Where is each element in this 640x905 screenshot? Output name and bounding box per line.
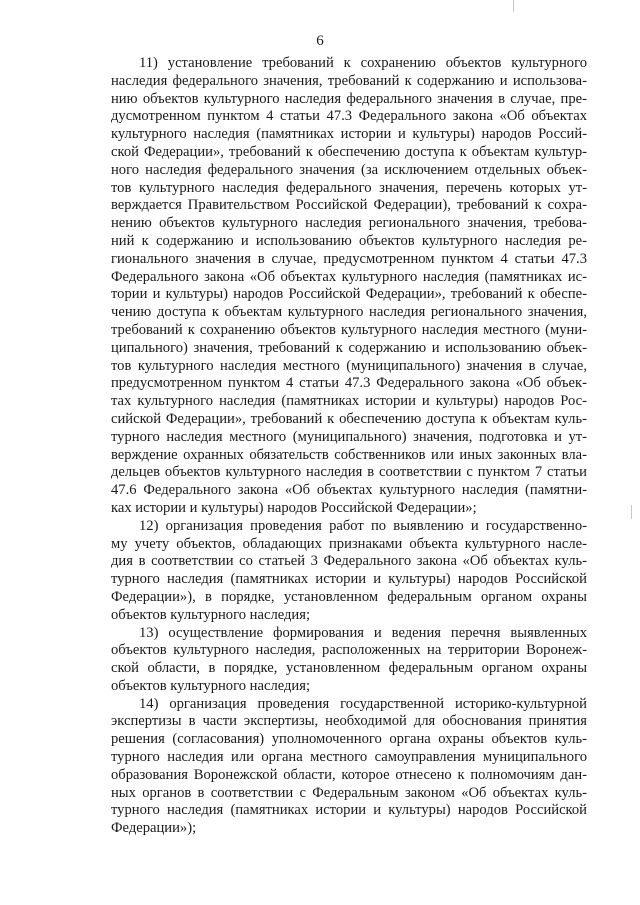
text-line: турного наследия (памятниках истории и культуры) народов Российской: [111, 802, 587, 819]
text-line: тории и культуры) народов Российской Федерации», требований к обеспе-: [111, 286, 587, 303]
text-line: Федерального закона «Об объектах культурного наследия (памятниках ис-: [111, 268, 587, 285]
text-line: Федерации»), в порядке, установленном федеральным органом охраны: [111, 588, 587, 605]
scan-artifact-mark: [513, 0, 514, 12]
text-line: 12) организация проведения работ по выявлению и государственно-: [139, 517, 587, 534]
text-line: нению объектов культурного наследия регионального значения, требова-: [111, 215, 587, 232]
scan-artifact-mark: [631, 505, 632, 519]
text-line: ской области, в порядке, установленном федеральным органом охраны: [111, 660, 587, 677]
text-line: 14) организация проведения государственной историко-культурной: [139, 695, 587, 712]
text-line: дельцев объектов культурного наследия в соответствии с пунктом 7 статьи: [111, 464, 587, 481]
text-line: тах культурного наследия (памятниках истории и культуры) народов Рос-: [111, 393, 587, 410]
text-line: культурного наследия (памятниках истории и культуры) народов Россий-: [111, 126, 587, 143]
text-line: решения (согласования) уполномоченного органа охраны объектов куль-: [111, 731, 587, 748]
text-line: экспертизы в части экспертизы, необходимой для обоснования принятия: [111, 713, 587, 730]
text-line: ний к содержанию и использованию объектов культурного наследия ре-: [111, 232, 587, 249]
text-line: объектов культурного наследия;: [111, 606, 311, 623]
document-body: [111, 55, 587, 838]
text-line: ской Федерации», требований к обеспечению доступа к объектам культур-: [111, 143, 587, 160]
text-line: дия в соответствии со статьей 3 Федерального закона «Об объектах куль-: [111, 553, 587, 570]
text-line: объектов культурного наследия, расположенных на территории Воронеж-: [111, 642, 587, 659]
text-line: Федерации»);: [111, 820, 197, 837]
text-line: образования Воронежской области, которое отнесено к полномочиям дан-: [111, 766, 587, 783]
text-line: ного наследия федерального значения (за исключением отдельных объек-: [111, 161, 587, 178]
text-line: турного наследия местного (муниципального) значения, подготовка и ут-: [111, 428, 587, 445]
text-line: предусмотренном пунктом 4 статьи 47.3 Федерального закона «Об объек-: [111, 375, 587, 392]
text-line: му учету объектов, обладающих признаками объекта культурного насле-: [111, 535, 587, 552]
text-line: гионального значения в случае, предусмотренном пунктом 4 статьи 47.3: [111, 250, 587, 267]
text-line: объектов культурного наследия;: [111, 677, 311, 694]
text-line: верждается Правительством Российской Федерации), требований к сохра-: [111, 197, 587, 214]
page-number: 6: [316, 33, 324, 49]
text-line: тов культурного наследия местного (муниципального) значения в случае,: [111, 357, 587, 374]
text-line: наследия федерального значения, требований к содержанию и использова-: [111, 72, 587, 89]
text-line: турного наследия или органа местного самоуправления муниципального: [111, 749, 587, 766]
text-line: ципального) значения, требований к содержанию и использованию объек-: [111, 339, 587, 356]
text-line: нию объектов культурного наследия федерального значения в случае, пре-: [111, 90, 587, 107]
text-line: ках истории и культуры) народов Российской Федерации»;: [111, 499, 477, 516]
text-line: ных органов в соответствии с Федеральным законом «Об объектах куль-: [111, 784, 587, 801]
text-line: требований к сохранению объектов культурного наследия местного (муни-: [111, 321, 587, 338]
text-line: верждение охранных обязательств собственников или иных законных вла-: [111, 446, 587, 463]
text-line: 11) установление требований к сохранению объектов культурного: [139, 55, 587, 71]
text-line: турного наследия (памятниках истории и культуры) народов Российской: [111, 571, 587, 588]
text-line: 47.6 Федерального закона «Об объектах культурного наследия (памятни-: [111, 482, 587, 499]
text-line: 13) осуществление формирования и ведения перечня выявленных: [139, 624, 587, 641]
text-line: сийской Федерации», требований к обеспечению доступа к объектам куль-: [111, 410, 587, 427]
text-line: тов культурного наследия федерального значения, перечень которых ут-: [111, 179, 587, 196]
text-line: чению доступа к объектам культурного наследия регионального значения,: [111, 304, 587, 321]
text-line: дусмотренном пунктом 4 статьи 47.3 Федерального закона «Об объектах: [111, 108, 587, 125]
